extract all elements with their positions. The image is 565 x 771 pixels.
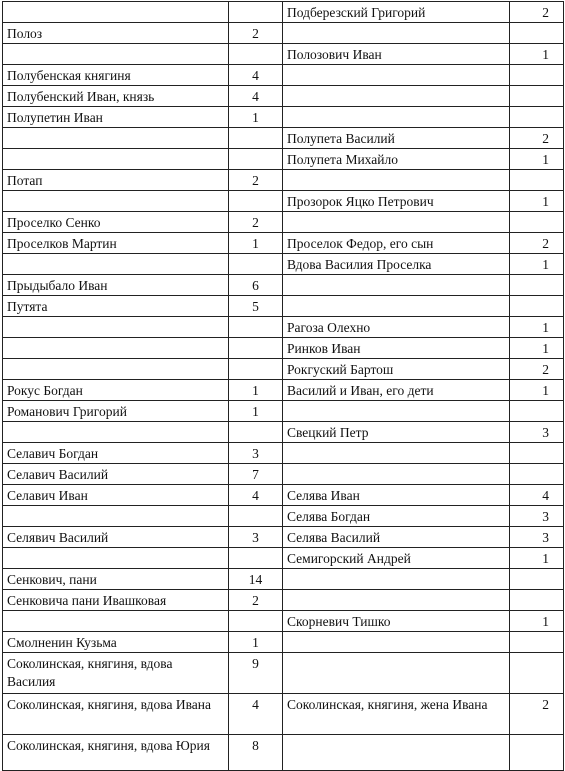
left-name-cell: Проселков Мартин [3, 233, 229, 254]
right-name-cell [283, 569, 510, 590]
left-name-cell: Соколинская, княгиня, вдова Юрия [3, 735, 229, 771]
left-count-cell: 14 [229, 569, 283, 590]
left-name-cell [3, 2, 229, 23]
left-name-cell [3, 548, 229, 569]
table-row [3, 233, 564, 254]
left-name-cell: Полоз [3, 23, 229, 44]
right-name-cell [283, 86, 510, 107]
right-count-cell: 1 [510, 611, 564, 632]
right-name-cell: Проселок Федор, его сын [283, 233, 510, 254]
left-count-cell [229, 506, 283, 527]
right-name-cell: Селява Василий [283, 527, 510, 548]
right-name-cell [283, 632, 510, 653]
right-name-cell [283, 443, 510, 464]
left-count-cell: 1 [229, 107, 283, 128]
left-name-cell [3, 611, 229, 632]
left-name-cell [3, 191, 229, 212]
left-count-cell: 2 [229, 590, 283, 611]
left-count-cell [229, 2, 283, 23]
left-count-cell: 4 [229, 65, 283, 86]
right-count-cell: 4 [510, 485, 564, 506]
right-name-cell [283, 107, 510, 128]
right-count-cell: 1 [510, 254, 564, 275]
left-name-cell [3, 149, 229, 170]
right-count-cell [510, 170, 564, 191]
right-count-cell [510, 653, 564, 694]
left-count-cell: 6 [229, 275, 283, 296]
right-name-cell: Рокгуский Бартош [283, 359, 510, 380]
left-name-cell: Селявич Василий [3, 527, 229, 548]
table-row [3, 338, 564, 359]
left-name-cell [3, 422, 229, 443]
left-count-cell [229, 611, 283, 632]
table-row [3, 296, 564, 317]
right-count-cell: 3 [510, 527, 564, 548]
left-count-cell [229, 254, 283, 275]
left-name-cell: Полубенский Иван, князь [3, 86, 229, 107]
right-count-cell: 3 [510, 422, 564, 443]
names-table-body [3, 2, 564, 771]
right-name-cell [283, 653, 510, 694]
left-count-cell [229, 359, 283, 380]
right-name-cell: Полозович Иван [283, 44, 510, 65]
right-name-cell [283, 296, 510, 317]
right-count-cell: 2 [510, 233, 564, 254]
table-row [3, 212, 564, 233]
left-name-cell: Селавич Василий [3, 464, 229, 485]
right-name-cell [283, 65, 510, 86]
left-count-cell: 9 [229, 653, 283, 694]
left-name-cell [3, 506, 229, 527]
table-row [3, 590, 564, 611]
table-row [3, 2, 564, 23]
right-count-cell [510, 107, 564, 128]
table-row [3, 380, 564, 401]
left-count-cell: 4 [229, 86, 283, 107]
left-name-cell: Рокус Богдан [3, 380, 229, 401]
left-name-cell: Путята [3, 296, 229, 317]
left-name-cell: Проселко Сенко [3, 212, 229, 233]
table-row [3, 359, 564, 380]
right-count-cell: 1 [510, 191, 564, 212]
table-row [3, 170, 564, 191]
left-count-cell: 3 [229, 443, 283, 464]
left-count-cell: 2 [229, 212, 283, 233]
right-count-cell: 1 [510, 44, 564, 65]
left-name-cell: Полупетин Иван [3, 107, 229, 128]
table-row [3, 653, 564, 694]
right-name-cell: Полупета Михайло [283, 149, 510, 170]
table-row [3, 464, 564, 485]
right-name-cell [283, 464, 510, 485]
table-row [3, 275, 564, 296]
left-name-cell: Сенковича пани Ивашковая [3, 590, 229, 611]
table-row [3, 44, 564, 65]
table-row [3, 65, 564, 86]
table-row [3, 506, 564, 527]
right-name-cell [283, 735, 510, 771]
left-name-cell [3, 44, 229, 65]
table-row [3, 422, 564, 443]
left-count-cell [229, 548, 283, 569]
right-count-cell: 1 [510, 380, 564, 401]
right-count-cell [510, 65, 564, 86]
table-row [3, 23, 564, 44]
right-name-cell [283, 212, 510, 233]
left-name-cell [3, 128, 229, 149]
left-name-cell: Сенкович, пани [3, 569, 229, 590]
left-count-cell [229, 338, 283, 359]
names-table [2, 1, 564, 771]
right-name-cell: Полупета Василий [283, 128, 510, 149]
left-count-cell [229, 149, 283, 170]
left-name-cell: Потап [3, 170, 229, 191]
right-count-cell [510, 275, 564, 296]
left-name-cell: Прыдыбало Иван [3, 275, 229, 296]
right-count-cell: 3 [510, 506, 564, 527]
right-count-cell [510, 443, 564, 464]
table-row [3, 128, 564, 149]
right-count-cell [510, 590, 564, 611]
left-count-cell [229, 422, 283, 443]
right-count-cell [510, 735, 564, 771]
table-row [3, 107, 564, 128]
right-name-cell: Ринков Иван [283, 338, 510, 359]
right-count-cell: 2 [510, 2, 564, 23]
right-name-cell: Соколинская, княгиня, жена Ивана [283, 694, 510, 735]
table-row [3, 735, 564, 771]
left-name-cell: Селавич Богдан [3, 443, 229, 464]
right-count-cell: 1 [510, 338, 564, 359]
left-count-cell: 1 [229, 632, 283, 653]
table-row [3, 191, 564, 212]
left-count-cell: 8 [229, 735, 283, 771]
right-name-cell: Селява Богдан [283, 506, 510, 527]
table-row [3, 401, 564, 422]
table-row [3, 632, 564, 653]
table-row [3, 485, 564, 506]
table-row [3, 443, 564, 464]
right-count-cell [510, 23, 564, 44]
right-name-cell: Скорневич Тишко [283, 611, 510, 632]
left-count-cell [229, 128, 283, 149]
left-count-cell: 1 [229, 233, 283, 254]
right-count-cell [510, 212, 564, 233]
left-count-cell: 1 [229, 401, 283, 422]
right-name-cell [283, 590, 510, 611]
right-name-cell: Селява Иван [283, 485, 510, 506]
left-name-cell: Романович Григорий [3, 401, 229, 422]
table-row [3, 569, 564, 590]
right-name-cell: Рагоза Олехно [283, 317, 510, 338]
table-row [3, 149, 564, 170]
left-count-cell: 1 [229, 380, 283, 401]
right-count-cell: 2 [510, 128, 564, 149]
right-count-cell [510, 296, 564, 317]
left-count-cell: 3 [229, 527, 283, 548]
left-count-cell: 2 [229, 23, 283, 44]
right-name-cell: Подберезский Григорий [283, 2, 510, 23]
right-name-cell: Вдова Василия Проселка [283, 254, 510, 275]
table-row [3, 317, 564, 338]
right-name-cell: Семигорский Андрей [283, 548, 510, 569]
left-count-cell [229, 317, 283, 338]
right-count-cell: 1 [510, 149, 564, 170]
table-row [3, 254, 564, 275]
left-count-cell: 5 [229, 296, 283, 317]
right-count-cell [510, 464, 564, 485]
left-count-cell: 4 [229, 694, 283, 735]
right-count-cell: 2 [510, 359, 564, 380]
left-name-cell: Смолненин Кузьма [3, 632, 229, 653]
table-row [3, 611, 564, 632]
left-name-cell [3, 317, 229, 338]
table-row [3, 694, 564, 735]
right-count-cell: 1 [510, 548, 564, 569]
right-name-cell: Прозорок Яцко Петрович [283, 191, 510, 212]
left-count-cell [229, 44, 283, 65]
left-count-cell [229, 191, 283, 212]
right-count-cell [510, 632, 564, 653]
left-count-cell: 4 [229, 485, 283, 506]
right-name-cell: Василий и Иван, его дети [283, 380, 510, 401]
left-count-cell: 7 [229, 464, 283, 485]
right-name-cell [283, 401, 510, 422]
left-name-cell: Селавич Иван [3, 485, 229, 506]
right-name-cell [283, 275, 510, 296]
left-name-cell: Соколинская, княгиня, вдова Василия [3, 653, 229, 694]
left-name-cell [3, 359, 229, 380]
table-row [3, 86, 564, 107]
left-count-cell: 2 [229, 170, 283, 191]
table-row [3, 527, 564, 548]
left-name-cell [3, 338, 229, 359]
left-name-cell: Соколинская, княгиня, вдова Ивана [3, 694, 229, 735]
right-count-cell [510, 86, 564, 107]
right-name-cell [283, 23, 510, 44]
document-page [2, 1, 563, 764]
right-name-cell [283, 170, 510, 191]
right-count-cell: 1 [510, 317, 564, 338]
right-count-cell [510, 401, 564, 422]
right-count-cell [510, 569, 564, 590]
right-name-cell: Свецкий Петр [283, 422, 510, 443]
left-name-cell [3, 254, 229, 275]
table-row [3, 548, 564, 569]
right-count-cell: 2 [510, 694, 564, 735]
left-name-cell: Полубенская княгиня [3, 65, 229, 86]
